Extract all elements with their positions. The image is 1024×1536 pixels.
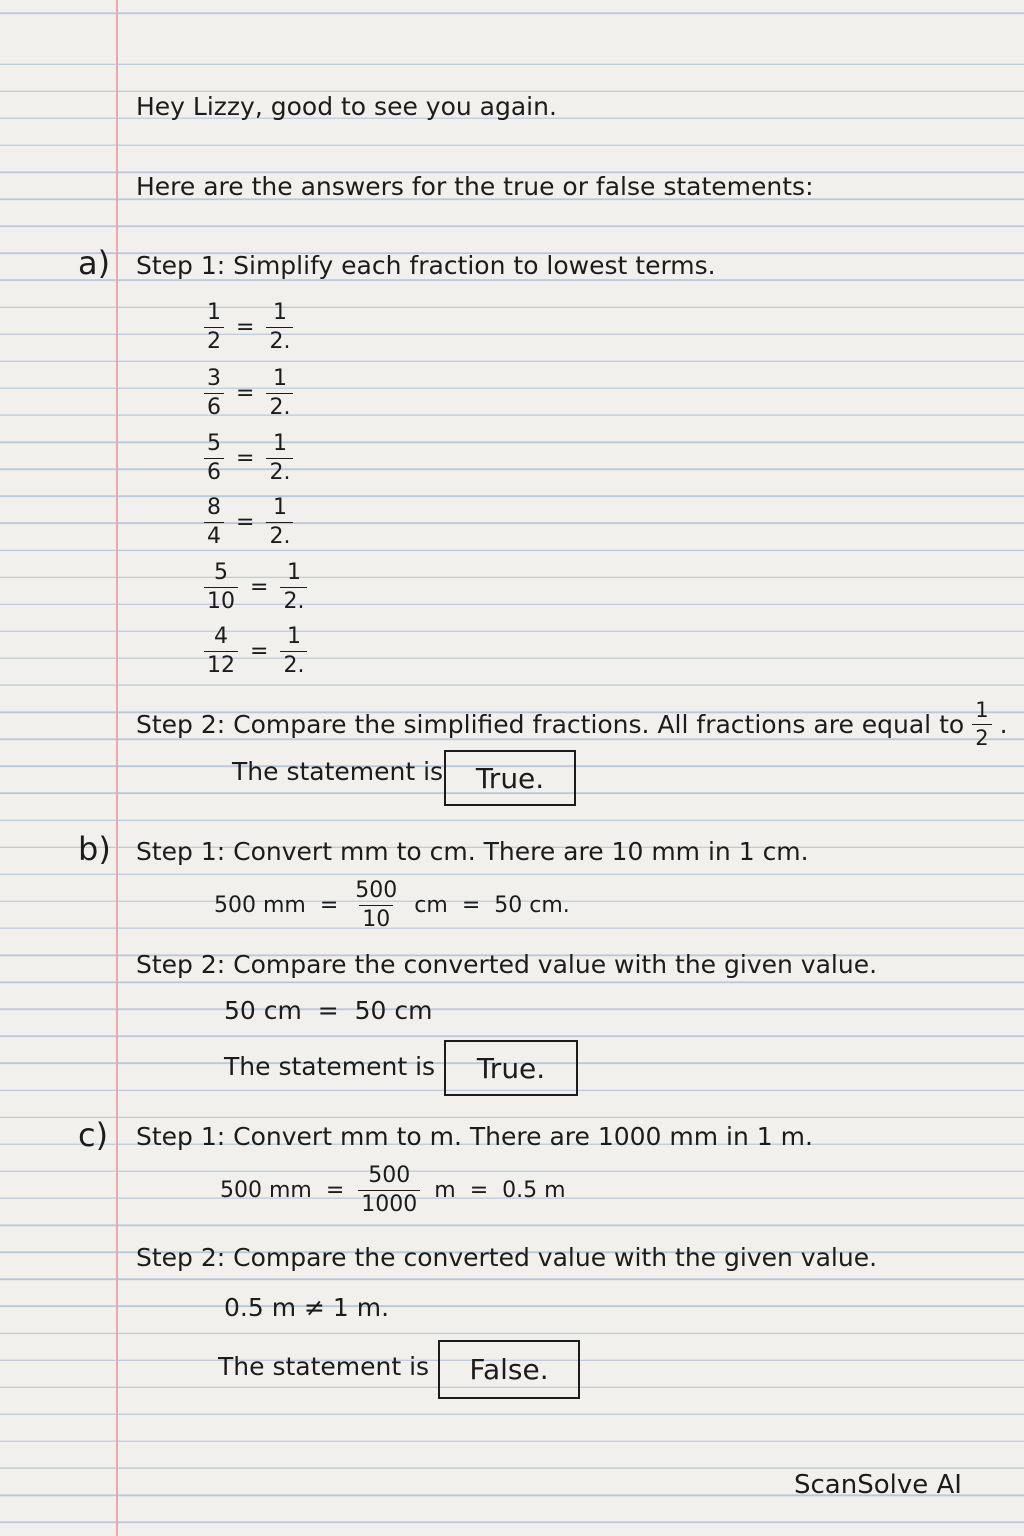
simplified-denominator: 2 . bbox=[266, 522, 293, 548]
original-fraction bbox=[204, 626, 238, 677]
simplified-denominator: 2 . bbox=[280, 587, 307, 613]
part-c-statement-text: The statement is bbox=[218, 1352, 430, 1381]
part-c-equation bbox=[220, 1165, 566, 1216]
original-fraction bbox=[204, 368, 224, 419]
simplified-fraction bbox=[266, 302, 293, 353]
equals-sign: = bbox=[250, 575, 269, 600]
simplified-denominator: 2 . bbox=[280, 651, 307, 677]
part-b-eq-unit: cm bbox=[414, 893, 448, 918]
part-c-step2: Step 2: Compare the converted value with the given value. bbox=[136, 1243, 878, 1272]
simplified-denominator: 2 . bbox=[266, 327, 293, 353]
equals-sign: = bbox=[236, 381, 255, 406]
part-b-answer: True. bbox=[476, 1051, 546, 1085]
original-fraction bbox=[204, 562, 238, 613]
original-numerator: 3 bbox=[207, 366, 221, 391]
part-c-answer-box bbox=[438, 1340, 580, 1399]
equals-sign: = bbox=[236, 315, 255, 340]
signature: ScanSolve AI bbox=[794, 1470, 962, 1500]
part-a-answer-box bbox=[444, 750, 576, 806]
part-c-eq-unit: m bbox=[434, 1178, 456, 1203]
original-denominator: 12 bbox=[204, 651, 238, 677]
part-c-eq-equals: = bbox=[325, 1178, 345, 1203]
equals-sign: = bbox=[236, 446, 255, 471]
original-numerator: 5 bbox=[214, 560, 228, 585]
simplified-numerator: 1 bbox=[286, 624, 301, 649]
part-b-compare: 50 cm = 50 cm bbox=[224, 996, 433, 1025]
part-c-eq-equals-2: = bbox=[469, 1178, 489, 1203]
simplified-denominator: 2 . bbox=[266, 458, 293, 484]
part-b-answer-box bbox=[444, 1040, 578, 1096]
original-numerator: 4 bbox=[214, 624, 228, 649]
simplified-fraction bbox=[266, 368, 293, 419]
fraction-row bbox=[204, 497, 293, 548]
original-fraction bbox=[204, 433, 224, 484]
original-denominator: 6 bbox=[204, 393, 224, 419]
part-c-eq-result: 0.5 m bbox=[502, 1178, 566, 1203]
part-b-equation bbox=[214, 880, 570, 931]
original-fraction bbox=[204, 497, 224, 548]
part-a-answer: True. bbox=[475, 761, 545, 795]
part-b-label: b) bbox=[78, 830, 111, 868]
part-a-step2-row bbox=[136, 700, 1008, 749]
part-b-eq-equals: = bbox=[319, 893, 339, 918]
part-b-eq-num: 500 bbox=[355, 878, 398, 903]
original-denominator: 6 bbox=[204, 458, 224, 484]
intro-text: Here are the answers for the true or false statements: bbox=[136, 172, 814, 201]
greeting: Hey Lizzy, good to see you again. bbox=[136, 92, 557, 121]
original-denominator: 4 bbox=[204, 522, 224, 548]
part-a-step2: Step 2: Compare the simplified fractions. All fractions are equal to bbox=[136, 710, 965, 739]
simplified-numerator: 1 bbox=[272, 300, 287, 325]
simplified-fraction bbox=[266, 433, 293, 484]
original-numerator: 1 bbox=[207, 300, 221, 325]
part-b-eq-left: 500 mm bbox=[214, 893, 306, 918]
part-c-answer: False. bbox=[469, 1353, 549, 1386]
part-b-eq-result: 50 cm. bbox=[494, 893, 570, 918]
fraction-row bbox=[204, 626, 307, 677]
simplified-denominator: 2 . bbox=[266, 393, 293, 419]
part-b-eq-equals-2: = bbox=[461, 893, 481, 918]
part-c-step1: Step 1: Convert mm to m. There are 1000 mm in 1 m. bbox=[136, 1122, 813, 1151]
part-a-label: a) bbox=[78, 244, 111, 282]
part-b-eq-den: 10 bbox=[359, 905, 393, 931]
fraction-row bbox=[204, 562, 307, 613]
simplified-fraction bbox=[266, 497, 293, 548]
part-c-eq-num: 500 bbox=[368, 1163, 411, 1188]
original-denominator: 10 bbox=[204, 587, 238, 613]
step2-fraction-num: 1 bbox=[975, 698, 989, 722]
fraction-row bbox=[204, 302, 293, 353]
equals-sign: = bbox=[236, 510, 255, 535]
simplified-numerator: 1 bbox=[272, 431, 287, 456]
original-numerator: 8 bbox=[207, 495, 221, 520]
simplified-numerator: 1 bbox=[286, 560, 301, 585]
part-a-step1: Step 1: Simplify each fraction to lowest terms. bbox=[136, 251, 716, 280]
fraction-row bbox=[204, 368, 293, 419]
part-c-eq-left: 500 mm bbox=[220, 1178, 312, 1203]
simplified-numerator: 1 bbox=[272, 366, 287, 391]
step2-fraction-den: 2 bbox=[972, 724, 991, 749]
step2-fraction bbox=[972, 700, 991, 749]
original-numerator: 5 bbox=[207, 431, 221, 456]
part-c-eq-fraction bbox=[358, 1165, 420, 1216]
part-b-statement-text: The statement is bbox=[224, 1052, 436, 1081]
margin-line bbox=[116, 0, 118, 1536]
part-b-step1: Step 1: Convert mm to cm. There are 10 mm in 1 cm. bbox=[136, 837, 809, 866]
part-c-eq-den: 1000 bbox=[358, 1190, 420, 1216]
simplified-numerator: 1 bbox=[272, 495, 287, 520]
original-denominator: 2 bbox=[204, 327, 224, 353]
part-a-statement-text: The statement is bbox=[232, 757, 444, 786]
original-fraction bbox=[204, 302, 224, 353]
equals-sign: = bbox=[250, 639, 269, 664]
part-c-label: c) bbox=[78, 1116, 109, 1154]
step2-period: . bbox=[999, 710, 1008, 739]
fraction-row bbox=[204, 433, 293, 484]
part-c-compare: 0.5 m ≠ 1 m. bbox=[224, 1293, 390, 1322]
simplified-fraction bbox=[280, 562, 307, 613]
simplified-fraction bbox=[280, 626, 307, 677]
part-b-eq-fraction bbox=[352, 880, 400, 931]
part-b-step2: Step 2: Compare the converted value with the given value. bbox=[136, 950, 878, 979]
